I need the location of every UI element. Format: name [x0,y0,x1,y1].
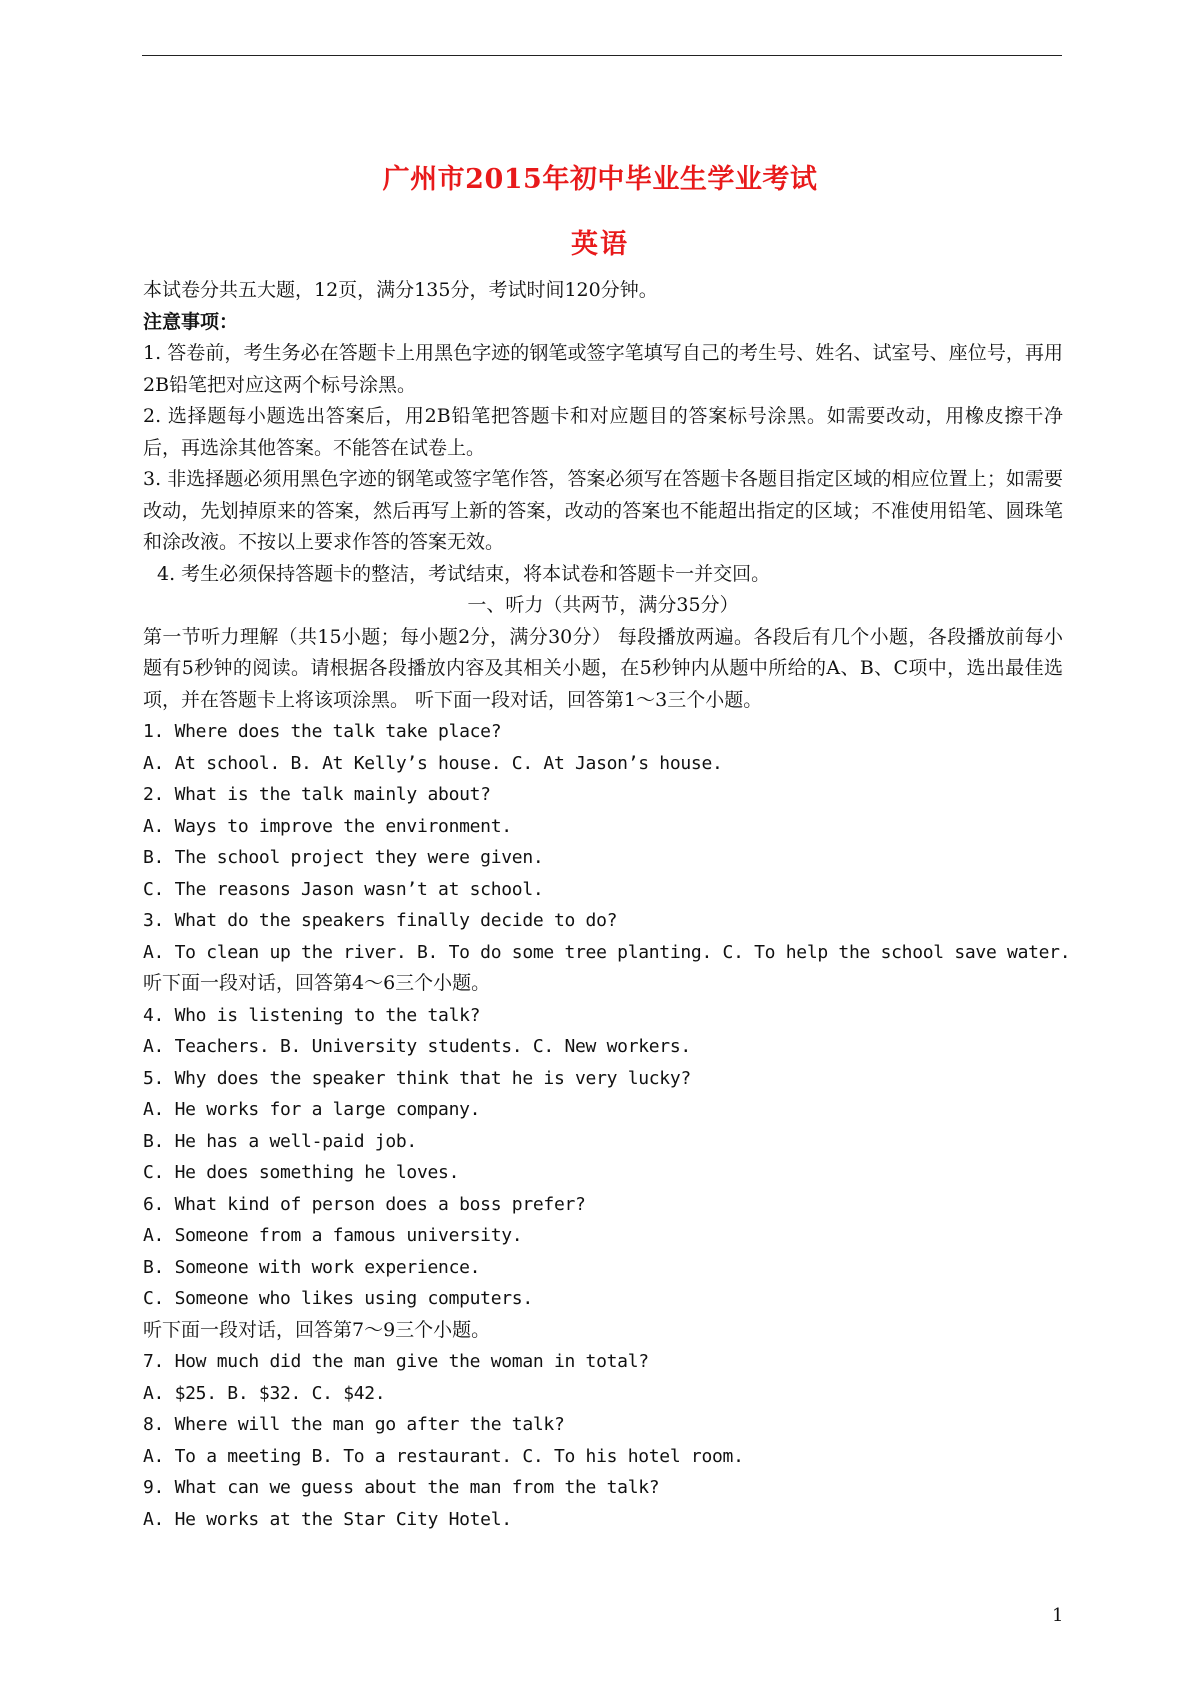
question-line: 4. Who is listening to the talk? [143,1004,481,1026]
question-line: 3. What do the speakers finally decide to do? [143,910,618,931]
question-line: B. The school project they were given. [143,847,544,868]
notice-item: 4. 考生必须保持答题卡的整洁，考试结束，将本试卷和答题卡一并交回。 [157,562,771,585]
question-line: A. At school. B. At Kelly’s house. C. At Jason’s house. [143,752,723,774]
question-line: C. He does something he loves. [143,1162,460,1183]
question-line: 6. What kind of person does a boss prefer? [143,1193,586,1215]
question-line: 9. What can we guess about the man from the talk? [143,1477,660,1498]
question-line: 1. Where does the talk take place? [143,721,502,742]
header-rule [142,55,1062,56]
question-line: A. To a meeting B. To a restaurant. C. To his hotel room. [143,1445,744,1467]
question-line: A. He works for a large company. [143,1099,481,1120]
section-heading: 一、听力（共两节，满分35分） [467,594,739,616]
question-line: B. Someone with work experience. [143,1256,481,1278]
question-line: 2. What is the talk mainly about? [143,784,491,805]
question-list [143,716,1071,1535]
exam-content [143,275,1071,1535]
question-line: A. Teachers. B. University students. C. New workers. [143,1036,691,1057]
notice-item: 3. 非选择题必须用黑色字迹的钢笔或签字笔作答，答案必须写在答题卡各题目指定区域的相应位置上；如需要改动，先划掉原来的答案，然后再写上新的答案，改动的答案也不能超出指定的区域；不准使用铅笔、圆珠笔和涂改液。不按以上要求作答的答案无效。 [143,468,1063,553]
dialogue-instruction: 听下面一段对话，回答第7～9三个小题。 [143,1318,491,1341]
notice-item: 2. 选择题每小题选出答案后，用2B铅笔把答题卡和对应题目的答案标号涂黑。如需要改动，用橡皮擦干净后，再选涂其他答案。不能答在试卷上。 [143,405,1063,459]
question-line: A. To clean up the river. B. To do some tree planting. C. To help the school save water. [143,941,1071,963]
exam-title: 广州市2015年初中毕业生学业考试 [382,164,818,195]
notice-heading: 注意事项： [143,310,239,333]
page-number: 1 [1052,1605,1064,1626]
question-line: A. Ways to improve the environment. [143,815,512,837]
question-line: A. $25. B. $32. C. $42. [143,1382,386,1404]
subject-title: 英语 [571,229,629,260]
question-line: B. He has a well-paid job. [143,1130,417,1152]
question-line: 8. Where will the man go after the talk? [143,1414,565,1435]
question-line: A. He works at the Star City Hotel. [143,1508,512,1530]
question-line: C. Someone who likes using computers. [143,1288,533,1309]
exam-intro: 本试卷分共五大题，12页，满分135分，考试时间120分钟。 [143,279,658,301]
dialogue-instruction: 听下面一段对话，回答第4～6三个小题。 [143,972,491,994]
section-intro: 第一节听力理解（共15小题；每小题2分，满分30分） 每段播放两遍。各段后有几个小题，各段播放前每小题有5秒钟的阅读。请根据各段播放内容及其相关小题，在5秒钟内从题中所给的A、B、C项中，选出最佳选项，并在答题卡上将该项涂黑。 听下面一段对话，回答第1～3三个小题。 [143,625,1063,711]
question-line: 7. How much did the man give the woman in total? [143,1351,649,1372]
question-line: A. Someone from a famous university. [143,1225,523,1246]
question-line: C. The reasons Jason wasn’t at school. [143,878,544,900]
question-line: 5. Why does the speaker think that he is very lucky? [143,1067,691,1089]
notice-item: 1. 答卷前，考生务必在答题卡上用黑色字迹的钢笔或签字笔填写自己的考生号、姓名、试室号、座位号，再用2B铅笔把对应这两个标号涂黑。 [143,342,1063,396]
